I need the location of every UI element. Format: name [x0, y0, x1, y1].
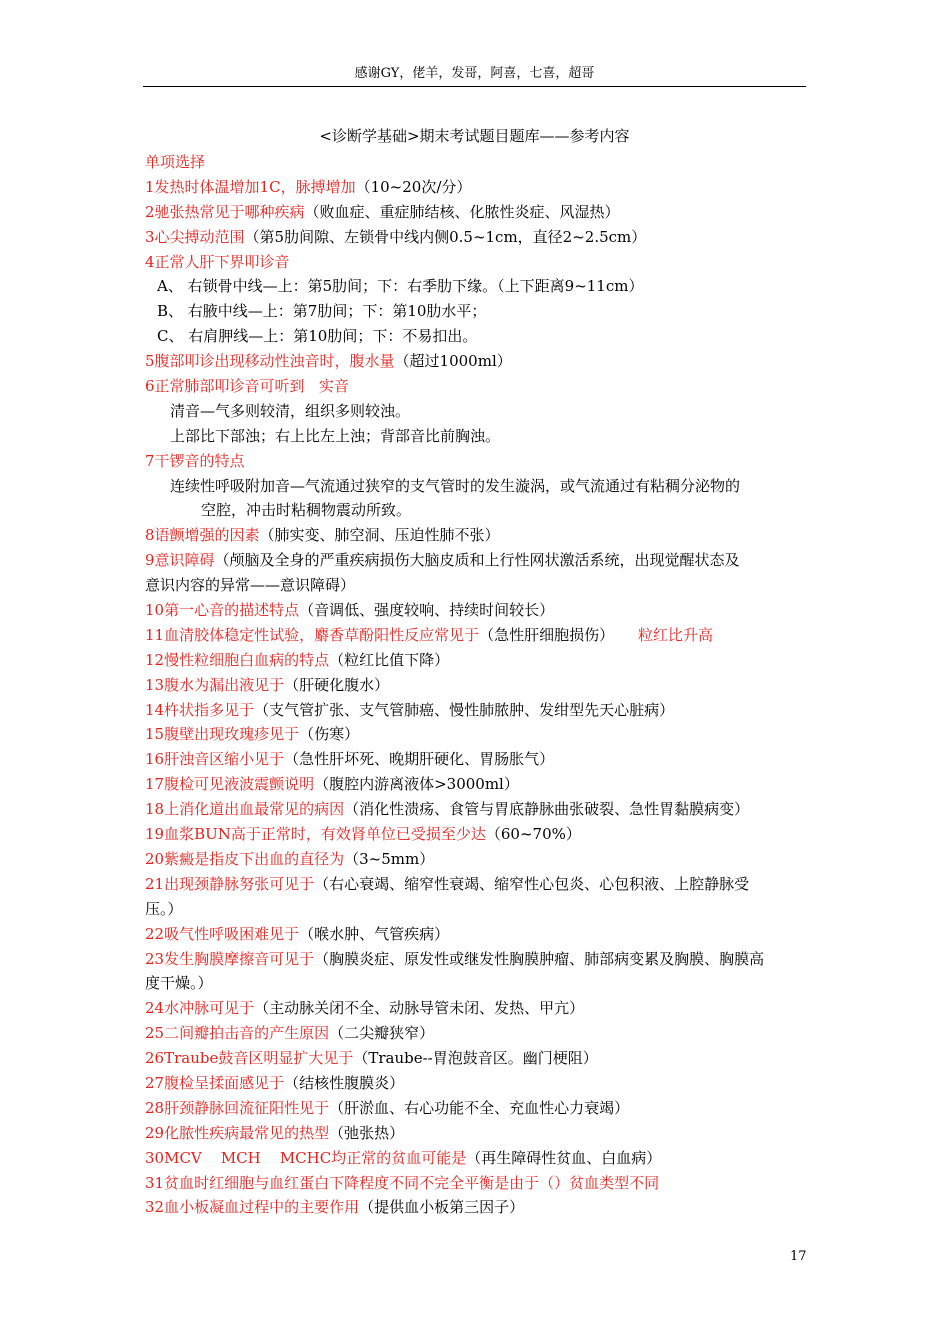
question-text: 2驰张热常见于哪种疾病 — [145, 202, 305, 221]
list-item — [145, 971, 807, 996]
answer-text: 意识内容的异常——意识障碍） — [145, 576, 356, 595]
list-item — [145, 872, 807, 897]
answer-text: （第5肋间隙、左锁骨中线内侧0.5~1cm，直径2~2.5cm） — [244, 227, 647, 246]
answer-text: （10~20次/分） — [355, 177, 472, 196]
answer-text: （再生障碍性贫血、白血病） — [466, 1148, 662, 1167]
answer-text: （肝硬化腹水） — [284, 675, 390, 694]
question-text: 11血清胶体稳定性试验，麝香草酚阳性反应常见于 — [145, 625, 480, 644]
list-item — [145, 175, 807, 200]
list-item — [145, 1171, 807, 1196]
answer-text: （60~70%） — [485, 825, 581, 844]
list-item — [145, 747, 807, 772]
answer-text: B、 右腋中线—上：第7肋间；下：第10肋水平； — [157, 302, 487, 321]
list-item — [145, 399, 807, 424]
question-text: 23发生胸膜摩擦音可见于 — [145, 949, 315, 968]
list-item — [145, 573, 807, 598]
question-text: 27腹检呈揉面感见于 — [145, 1073, 285, 1092]
header-rule — [143, 86, 806, 87]
list-item — [145, 648, 807, 673]
question-text: 24水冲脉可见于 — [145, 999, 255, 1018]
question-text: 5腹部叩诊出现移动性浊音时，腹水量 — [145, 352, 395, 371]
list-item — [145, 698, 807, 723]
answer-text: （胸膜炎症、原发性或继发性胸膜肿瘤、肺部病变累及胸膜、胸膜高 — [314, 949, 765, 968]
list-item — [145, 225, 807, 250]
question-text: 15腹壁出现玫瑰疹见于 — [145, 725, 300, 744]
answer-text: （支气管扩张、支气管肺癌、慢性肺脓肿、发绀型先天心脏病） — [254, 700, 675, 719]
list-item — [145, 349, 807, 374]
answer-text: （结核性腹膜炎） — [284, 1073, 405, 1092]
list-item — [145, 897, 807, 922]
answer-text: （肝淤血、右心功能不全、充血性心力衰竭） — [329, 1098, 630, 1117]
question-text: 12慢性粒细胞白血病的特点 — [145, 650, 330, 669]
list-item — [145, 947, 807, 972]
list-item — [145, 847, 807, 872]
list-item — [145, 772, 807, 797]
question-text: 6正常肺部叩诊音可听到 实音 — [145, 377, 349, 396]
question-text: 10第一心音的描述特点 — [145, 601, 300, 620]
answer-text: （肺实变、肺空洞、压迫性肺不张） — [259, 526, 500, 545]
list-item — [145, 1195, 807, 1220]
answer-text: （主动脉关闭不全、动脉导管未闭、发热、甲亢） — [254, 999, 585, 1018]
answer-text: （3~5mm） — [344, 849, 435, 868]
question-text: 9意识障碍 — [145, 551, 215, 570]
question-note: 粒红比升高 — [614, 625, 713, 644]
answer-text: （败血症、重症肺结核、化脓性炎症、风湿热） — [304, 202, 620, 221]
answer-text: （弛张热） — [329, 1123, 405, 1142]
question-text: 19血浆BUN高于正常时，有效肾单位已受损至少达 — [145, 825, 486, 844]
question-text: 7干锣音的特点 — [145, 451, 245, 470]
list-item — [145, 1121, 807, 1146]
answer-text: （伤寒） — [299, 725, 360, 744]
answer-text: 清音—气多则较清，组织多则较浊。 — [170, 401, 411, 420]
list-item — [145, 996, 807, 1021]
answer-text: A、 右锁骨中线—上：第5肋间；下：右季肋下缘。（上下距离9~11cm） — [157, 277, 644, 296]
answer-text: （急性肝细胞损伤） — [479, 625, 615, 644]
answer-text: （喉水肿、气管疾病） — [299, 924, 450, 943]
question-text: 25二间瓣拍击音的产生原因 — [145, 1024, 330, 1043]
question-text: 13腹水为漏出液见于 — [145, 675, 285, 694]
document-body — [145, 150, 807, 1220]
question-text: 30MCV MCH MCHC均正常的贫血可能是 — [145, 1148, 467, 1167]
question-text: 20紫癜是指皮下出血的直径为 — [145, 849, 345, 868]
question-text: 18上消化道出血最常见的病因 — [145, 800, 345, 819]
page-number: 17 — [790, 1249, 807, 1264]
list-item — [145, 449, 807, 474]
answer-text: 压。） — [145, 899, 183, 918]
question-text: 4正常人肝下界叩诊音 — [145, 252, 290, 271]
answer-text: （粒红比值下降） — [329, 650, 450, 669]
answer-text: （提供血小板第三因子） — [359, 1198, 525, 1217]
list-item — [145, 324, 807, 349]
question-text: 29化脓性疾病最常见的热型 — [145, 1123, 330, 1142]
list-item — [145, 1021, 807, 1046]
section-heading: 单项选择 — [145, 153, 206, 171]
question-text: 14杵状指多见于 — [145, 700, 255, 719]
question-text: 16肝浊音区缩小见于 — [145, 750, 285, 769]
list-item — [145, 523, 807, 548]
list-item — [145, 673, 807, 698]
answer-text: C、 右肩胛线—上：第10肋间；下：不易扣出。 — [157, 327, 478, 346]
list-item — [145, 200, 807, 225]
answer-text: （音调低、强度较响、持续时间较长） — [299, 601, 555, 620]
list-item — [145, 1096, 807, 1121]
list-item — [145, 822, 807, 847]
list-item — [145, 922, 807, 947]
question-text: 21出现颈静脉努张可见于 — [145, 874, 315, 893]
document-title: <诊断学基础>期末考试题目题库——参考内容 — [319, 127, 630, 145]
answer-text: （急性肝坏死、晚期肝硬化、胃肠胀气） — [284, 750, 555, 769]
question-text: 1发热时体温增加1C，脉搏增加 — [145, 177, 356, 196]
list-item — [145, 474, 807, 499]
answer-text: （右心衰竭、缩窄性衰竭、缩窄性心包炎、心包积液、上腔静脉受 — [314, 874, 750, 893]
question-text: 32血小板凝血过程中的主要作用 — [145, 1198, 360, 1217]
list-item — [145, 424, 807, 449]
question-text: 17腹检可见液波震颤说明 — [145, 775, 315, 794]
list-item — [145, 598, 807, 623]
question-text: 22吸气性呼吸困难见于 — [145, 924, 300, 943]
list-item — [145, 722, 807, 747]
question-text: 8语颤增强的因素 — [145, 526, 260, 545]
answer-text: （Traube--胃泡鼓音区。幽门梗阻） — [353, 1049, 598, 1068]
list-item — [145, 1046, 807, 1071]
list-item — [145, 548, 807, 573]
list-item — [145, 1071, 807, 1096]
list-item — [145, 797, 807, 822]
page-header: 感谢GY，佬羊，发哥，阿喜，七喜，超哥 — [354, 66, 595, 81]
list-item — [145, 374, 807, 399]
question-text: 26Traube鼓音区明显扩大见于 — [145, 1049, 354, 1068]
answer-text: （消化性溃疡、食管与胃底静脉曲张破裂、急性胃黏膜病变） — [344, 800, 750, 819]
answer-text: （颅脑及全身的严重疾病损伤大脑皮质和上行性网状激活系统，出现觉醒状态及 — [214, 551, 740, 570]
question-text: 3心尖搏动范围 — [145, 227, 245, 246]
answer-text: 空腔，冲击时粘稠物震动所致。 — [201, 501, 412, 520]
list-item — [145, 250, 807, 275]
list-item — [145, 498, 807, 523]
question-text: 31贫血时红细胞与血红蛋白下降程度不同不完全平衡是由于（）贫血类型不同 — [145, 1173, 660, 1192]
answer-text: 上部比下部浊；右上比左上浊；背部音比前胸浊。 — [170, 426, 501, 445]
answer-text: （腹腔内游离液体>3000ml） — [314, 775, 519, 794]
answer-text: 度干燥。） — [145, 974, 213, 993]
list-item — [145, 1146, 807, 1171]
answer-text: （超过1000ml） — [394, 352, 512, 371]
list-item — [145, 623, 807, 648]
answer-text: （二尖瓣狭窄） — [329, 1024, 435, 1043]
list-item — [145, 274, 807, 299]
answer-text: 连续性呼吸附加音—气流通过狭窄的支气管时的发生漩涡，或气流通过有粘稠分泌物的 — [170, 476, 741, 495]
list-item — [145, 299, 807, 324]
question-text: 28肝颈静脉回流征阳性见于 — [145, 1098, 330, 1117]
